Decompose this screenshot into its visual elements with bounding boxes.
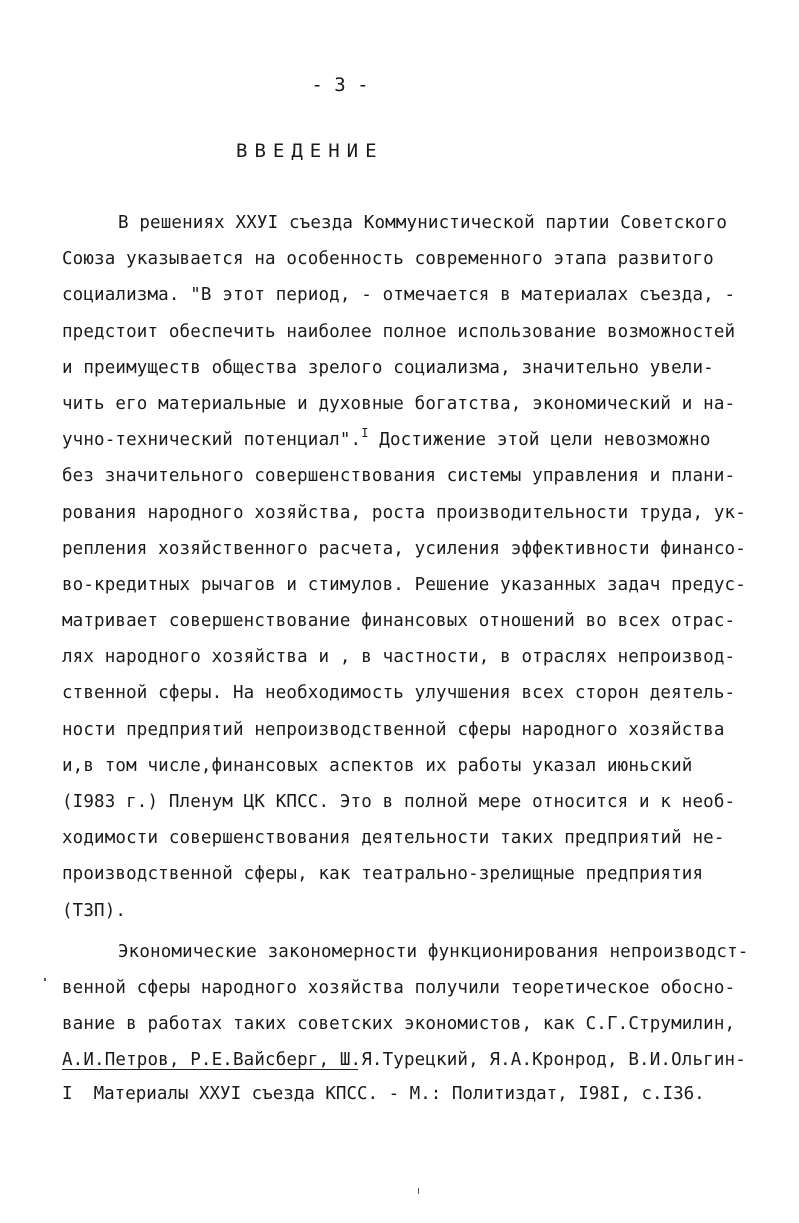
text-line: Союза указывается на особенность современного этапа развитого [62,249,714,270]
page-title: ВВЕДЕНИЕ [236,140,384,162]
text-line: чить его материальные и духовные богатства, экономический и на- [62,393,736,414]
page-number: - 3 - [311,74,369,96]
text-line: (I983 г.) Пленум ЦК КПСС. Это в полной мере относится и к необ- [62,792,736,812]
footnote-marker: I [361,426,369,441]
text-line: учно-технический потенциал". [62,430,362,451]
text-line: и,в том числе,финансовых аспектов их работы указал июньский [62,755,693,776]
text-line: матривает совершенствование финансовых отношений во всех отрас- [62,611,736,632]
text-line: и преимуществ общества зрелого социализма, значительно увели- [62,357,714,378]
text-line: социализма. "В этот период, - отмечается в материалах съезда, - [62,285,736,306]
text-line: предстоит обеспечить наиболее полное использование возможностей [62,321,736,342]
text-line: Экономические закономерности функционирования непроизводст- [118,941,749,962]
text-line: лях народного хозяйства и , в частности, в отраслях непроизвод- [62,647,736,668]
text-line: ходимости совершенствования деятельности таких предприятий не- [62,828,725,849]
text-line: (ТЗП). [62,900,127,921]
text-line: В решениях ХХУI съезда Коммунистической партии Советского [118,213,728,233]
text-line: вание в работах таких советских экономистов, как С.Г.Струмилин, [62,1014,736,1035]
text-line: во-кредитных рычагов и стимулов. Решение указанных задач предус- [62,574,746,595]
text-line: без значительного совершенствования системы управления и плани- [62,466,736,487]
scan-speck [44,978,46,981]
scan-speck [418,1188,419,1194]
text-line: производственной сферы, как театрально-зрелищные предприятия [62,864,704,885]
footnote-divider [62,1069,358,1070]
text-line-tail: Достижение этой цели невозможно [368,430,711,451]
footnote: I Материалы ХХУI съезда КПСС. - М.: Политиздат, I98I, с.I36. [62,1084,705,1104]
text-line: ственной сферы. На необходимость улучшения всех сторон деятель- [62,683,736,704]
body-text [62,205,762,1079]
text-line-with-footnote [62,422,762,458]
text-line: венной сферы народного хозяйства получили теоретическое обосно- [62,977,736,998]
text-line: ности предприятий непроизводственной сферы народного хозяйства [62,719,725,740]
text-line: рования народного хозяйства, роста производительности труда, ук- [62,502,746,523]
text-line: репления хозяйственного расчета, усиления эффективности финансо- [62,538,746,559]
text-line: А.И.Петров, Р.Е.Вайсберг, Ш.Я.Турецкий, Я.А.Кронрод, В.И.Ольгин- [62,1050,746,1071]
